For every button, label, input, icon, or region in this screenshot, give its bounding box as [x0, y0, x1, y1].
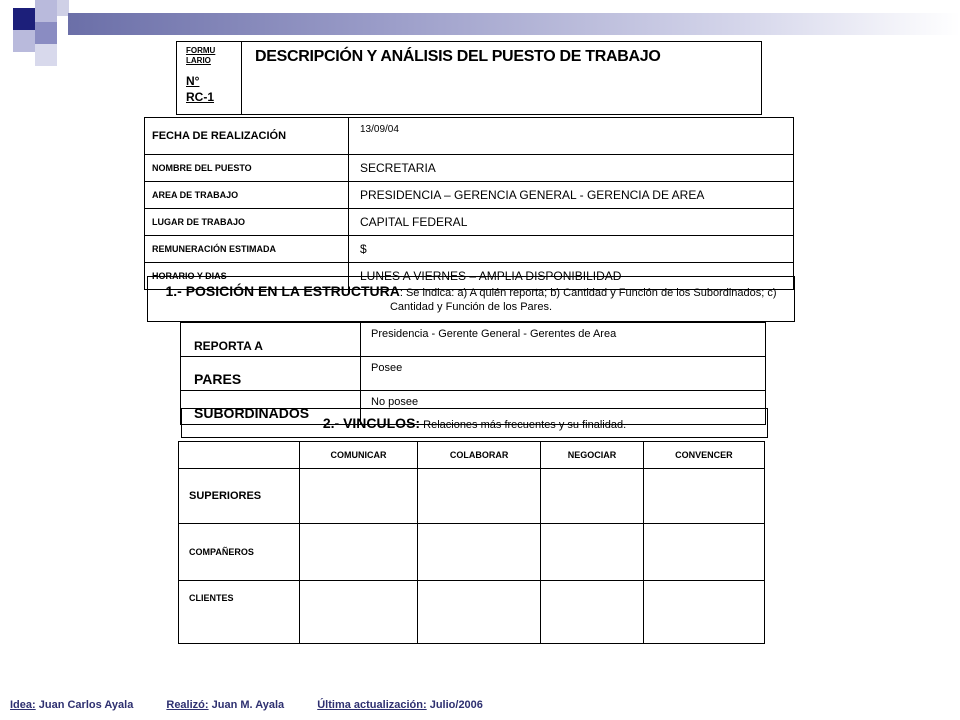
table-row	[145, 236, 794, 263]
info-label: AREA DE TRABAJO	[145, 182, 349, 209]
footer-idea-value: Juan Carlos Ayala	[38, 699, 134, 711]
info-value: $	[349, 236, 794, 263]
info-label: REMUNERACIÓN ESTIMADA	[145, 236, 349, 263]
table-row	[179, 581, 765, 644]
table-row	[145, 118, 794, 155]
empty-cell	[643, 524, 764, 581]
empty-cell	[418, 581, 541, 644]
empty-cell	[643, 581, 764, 644]
table-row	[179, 469, 765, 524]
relation-label: SUBORDINADOS	[181, 391, 361, 425]
column-header: COLABORAR	[418, 442, 541, 469]
footer-update-value: Julio/2006	[429, 699, 483, 711]
info-value: 13/09/04	[349, 118, 794, 155]
empty-cell	[300, 581, 418, 644]
table-header-row	[179, 442, 765, 469]
table-row	[179, 524, 765, 581]
section-2-header	[181, 408, 768, 438]
info-label: HORARIO Y DIAS	[145, 263, 349, 290]
page-title: DESCRIPCIÓN Y ANÁLISIS DEL PUESTO DE TRABAJO	[255, 48, 661, 65]
footer-idea	[10, 699, 133, 711]
vinculos-table	[178, 441, 765, 644]
table-row	[145, 182, 794, 209]
empty-cell	[418, 524, 541, 581]
form-number	[186, 73, 214, 105]
relation-value: Posee	[361, 357, 766, 391]
form-label: FORMU LARIO	[186, 46, 216, 65]
table-row	[145, 155, 794, 182]
footer-idea-label: Idea:	[10, 699, 36, 711]
empty-cell	[643, 469, 764, 524]
row-label: COMPAÑEROS	[179, 524, 300, 581]
footer	[10, 699, 483, 711]
relation-label: PARES	[181, 357, 361, 391]
relation-label: REPORTA A	[181, 323, 361, 357]
form-code: RC-1	[186, 90, 215, 104]
info-value: SECRETARIA	[349, 155, 794, 182]
footer-realizo-value: Juan M. Ayala	[211, 699, 285, 711]
empty-cell	[418, 469, 541, 524]
info-value: LUNES A VIERNES – AMPLIA DISPONIBILIDAD	[349, 263, 794, 290]
row-label: SUPERIORES	[179, 469, 300, 524]
footer-realizo	[166, 699, 284, 711]
footer-update-label: Última actualización:	[317, 699, 427, 711]
form-number-prefix: N°	[186, 74, 200, 88]
empty-cell	[300, 524, 418, 581]
table-row	[181, 323, 766, 357]
info-value: CAPITAL FEDERAL	[349, 209, 794, 236]
relation-value: No posee	[361, 391, 766, 425]
info-label: LUGAR DE TRABAJO	[145, 209, 349, 236]
corner-cell	[179, 442, 300, 469]
info-value: PRESIDENCIA – GERENCIA GENERAL - GERENCIA DE AREA	[349, 182, 794, 209]
section-1-header	[147, 276, 795, 322]
table-row	[145, 209, 794, 236]
column-header: NEGOCIAR	[541, 442, 644, 469]
job-info-table	[144, 117, 794, 290]
section-2-title: 2.- VINCULOS:	[322, 415, 421, 431]
empty-cell	[541, 581, 644, 644]
decor-square	[35, 44, 57, 66]
column-header: CONVENCER	[643, 442, 764, 469]
column-header: COMUNICAR	[300, 442, 418, 469]
section-2-description: Relaciones más frecuentes y su finalidad.	[420, 419, 627, 431]
decor-square	[35, 22, 57, 44]
decor-square	[35, 0, 57, 22]
header-gradient-bar	[68, 13, 960, 35]
info-label: FECHA DE REALIZACIÓN	[145, 118, 349, 155]
empty-cell	[541, 524, 644, 581]
table-row	[181, 357, 766, 391]
decor-square	[13, 8, 35, 30]
section-1-description: : Se indica: a) A quién reporta; b) Cantidad y Función de los Subordinados; c) Cantidad y Función de los Pares.	[389, 287, 777, 313]
footer-update	[317, 699, 483, 711]
footer-realizo-label: Realizó:	[166, 699, 209, 711]
form-code-cell	[176, 41, 242, 115]
empty-cell	[300, 469, 418, 524]
info-label: NOMBRE DEL PUESTO	[145, 155, 349, 182]
decor-square	[13, 30, 35, 52]
section-1-title: 1.- POSICIÓN EN LA ESTRUCTURA	[165, 283, 400, 299]
relation-value: Presidencia - Gerente General - Gerentes de Area	[361, 323, 766, 357]
row-label: CLIENTES	[179, 581, 300, 644]
empty-cell	[541, 469, 644, 524]
